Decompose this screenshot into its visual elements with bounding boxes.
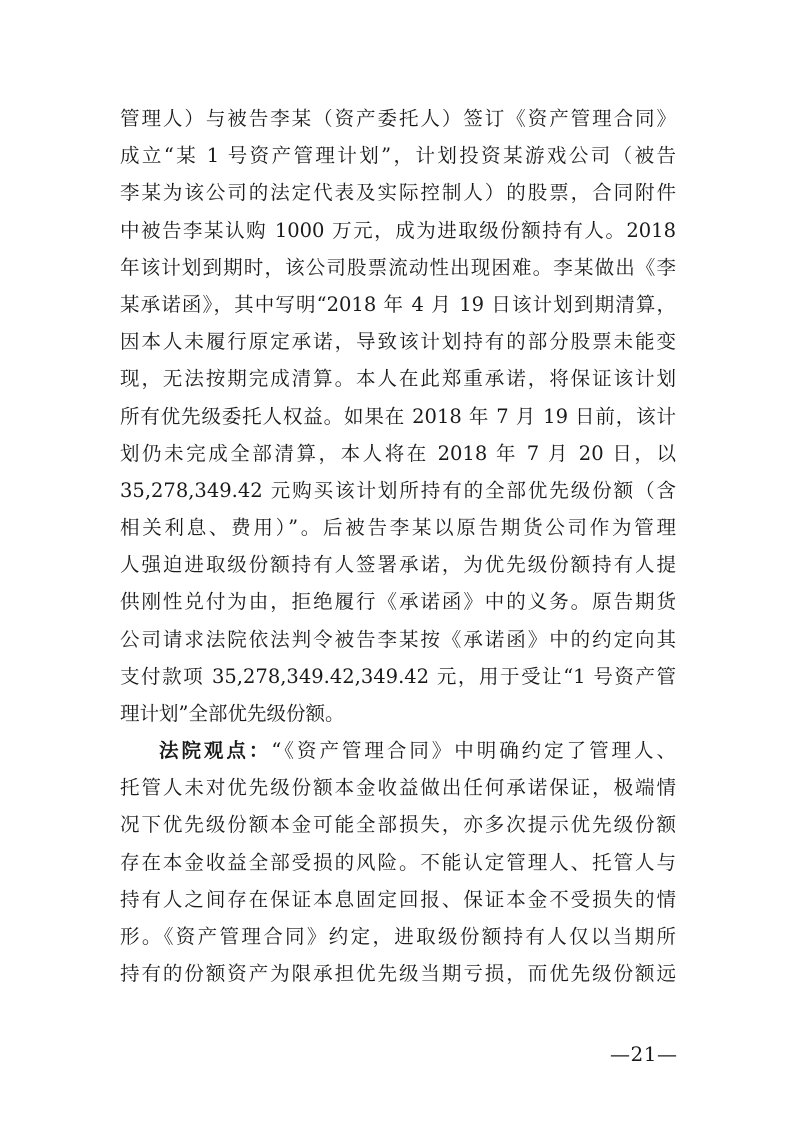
text-line: 李某为该公司的法定代表及实际控制人）的股票，合同附件: [120, 181, 676, 205]
text-line: 理计划”全部优先级份额。: [120, 702, 345, 725]
paragraph-2: [120, 732, 676, 992]
paragraph-1: [120, 100, 676, 732]
text-line: 形。《资产管理合同》约定，进取级份额持有人仅以当期所: [120, 924, 676, 948]
text-line: 托管人未对优先级份额本金收益做出任何承诺保证，极端情: [120, 776, 676, 800]
text-line: 中被告李某认购 1000 万元，成为进取级份额持有人。2018: [120, 218, 676, 242]
text-line: 相关利息、费用）”。后被告李某以原告期货公司作为管理: [120, 516, 676, 540]
court-opinion-heading: 法院观点：: [159, 739, 272, 762]
text-line: 现，无法按期完成清算。本人在此郑重承诺，将保证该计划: [120, 367, 676, 391]
text-line: 因本人未履行原定承诺，导致该计划持有的部分股票未能变: [120, 330, 676, 354]
text-line: 划仍未完成全部清算，本人将在 2018 年 7 月 20 日，以: [120, 441, 676, 465]
text-line: 持有的份额资产为限承担优先级当期亏损，而优先级份额远: [120, 962, 676, 986]
page-number: —21—: [610, 1042, 678, 1066]
text-line: 年该计划到期时，该公司股票流动性出现困难。李某做出《李: [120, 255, 676, 279]
text-line: 管理人）与被告李某（资产委托人）签订《资产管理合同》: [120, 107, 676, 130]
text-line: 35,278,349.42 元购买该计划所持有的全部优先级份额（含: [120, 478, 676, 502]
text-line: 所有优先级委托人权益。如果在 2018 年 7 月 19 日前，该计: [120, 404, 676, 428]
text-line: 存在本金收益全部受损的风险。不能认定管理人、托管人与: [120, 850, 676, 874]
text-line: 成立“某 1 号资产管理计划”，计划投资某游戏公司（被告: [120, 144, 676, 168]
text-line: 某承诺函》，其中写明“2018 年 4 月 19 日该计划到期清算，: [120, 292, 676, 316]
text-line: 况下优先级份额本金可能全部损失，亦多次提示优先级份额: [120, 813, 676, 837]
text-line: 支付款项 35,278,349.42,349.42 元，用于受让“1 号资产管: [120, 664, 676, 688]
text-line: 供刚性兑付为由，拒绝履行《承诺函》中的义务。原告期货: [120, 590, 676, 614]
text-line: 持有人之间存在保证本息固定回报、保证本金不受损失的情: [120, 887, 676, 911]
text-line: 人强迫进取级份额持有人签署承诺，为优先级份额持有人提: [120, 553, 676, 577]
text-line: 公司请求法院依法判令被告李某按《承诺函》中的约定向其: [120, 627, 676, 651]
text-line-first: [120, 732, 676, 769]
court-opinion-first-text: “《资产管理合同》中明确约定了管理人、: [271, 739, 676, 762]
